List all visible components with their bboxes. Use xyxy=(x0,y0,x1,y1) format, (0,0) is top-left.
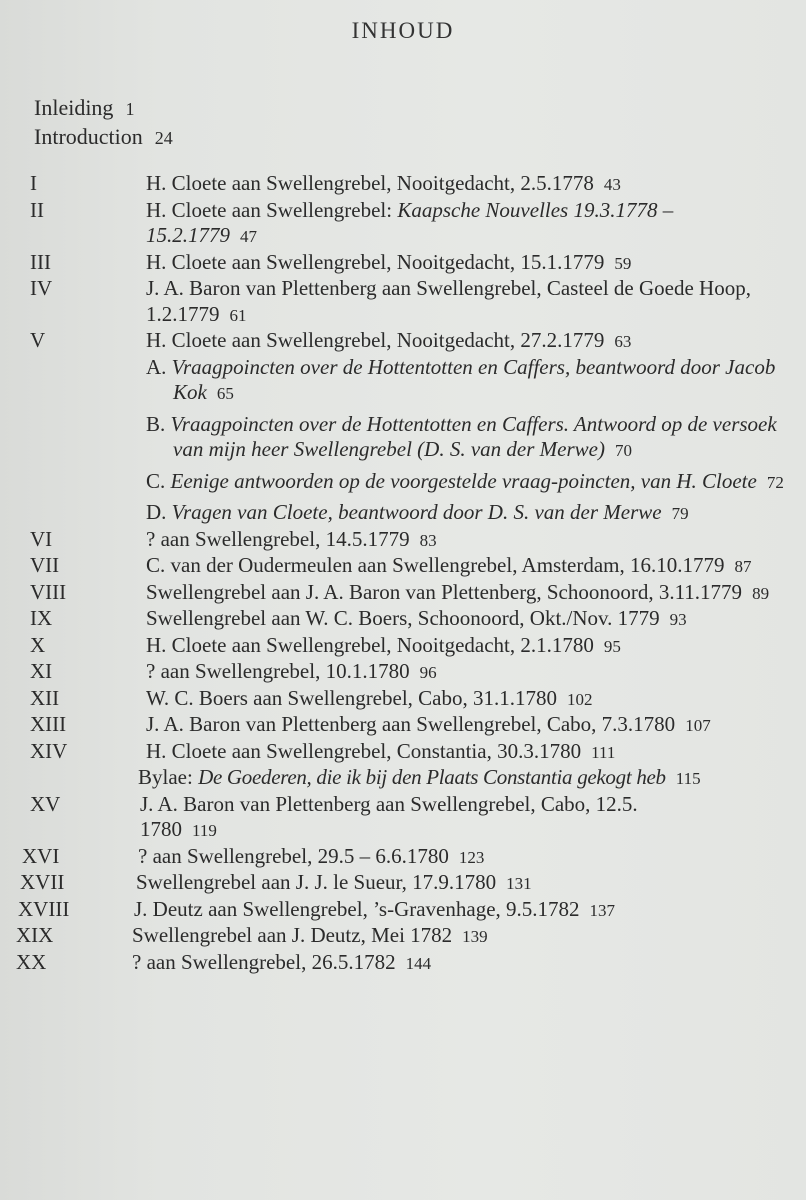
entry-number: II xyxy=(30,197,44,222)
entry-number: IX xyxy=(30,606,53,630)
entry-text: ? aan Swellengrebel, 26.5.1782 xyxy=(132,949,396,974)
entry-text: W. C. Boers aan Swellengrebel, Cabo, 31.1.1780 xyxy=(146,685,557,710)
entry-text: H. Cloete aan Swellengrebel, Nooitgedacht, 27.2.1779 xyxy=(146,328,605,352)
toc-subentry xyxy=(0,469,806,496)
entry-text: H. Cloete aan Swellengrebel, Constantia, 30.3.1780 xyxy=(146,738,582,763)
entry-text: ? aan Swellengrebel, 29.5 – 6.6.1780 xyxy=(138,843,449,868)
page-number: 93 xyxy=(669,610,687,629)
entry-number: I xyxy=(30,171,37,195)
page-number: 107 xyxy=(685,716,711,735)
bylae-label: Bylae: xyxy=(138,765,199,789)
entry-text: H. Cloete aan Swellengrebel, Nooitgedacht, 2.5.1778 xyxy=(146,171,594,195)
page-number: 102 xyxy=(567,689,593,709)
entry-text: ? aan Swellengrebel, 14.5.1779 xyxy=(146,526,410,551)
entry-number: XV xyxy=(30,791,61,816)
toc-entry xyxy=(0,897,806,924)
entry-text: C. van der Oudermeulen aan Swellengrebel, Amsterdam, 16.10.1779 xyxy=(146,553,725,577)
toc-subentry xyxy=(0,355,806,407)
entry-number: VI xyxy=(30,526,53,551)
page-number: 87 xyxy=(734,557,752,576)
page-number: 1 xyxy=(125,99,135,119)
entry-number: XVII xyxy=(20,870,65,894)
entry-number: XX xyxy=(16,949,47,974)
toc-entry xyxy=(0,171,806,198)
subentry-title: Eenige antwoorden op de voorgestelde vraag-poincten, van H. Cloete xyxy=(170,468,757,493)
page-number: 47 xyxy=(240,227,257,246)
entry-text: Swellengrebel aan J. A. Baron van Plettenberg, Schoonoord, 3.11.1779 xyxy=(146,579,743,604)
entry-number: XI xyxy=(30,659,53,683)
page-number: 59 xyxy=(614,253,632,273)
toc-entry xyxy=(0,739,806,766)
entry-number: III xyxy=(30,249,51,274)
page-number: 79 xyxy=(671,504,689,523)
entry-number: XIV xyxy=(30,738,68,763)
page-number: 95 xyxy=(603,636,621,656)
entry-number: XVIII xyxy=(18,896,70,921)
toc-bylae xyxy=(0,765,806,792)
entry-number: V xyxy=(30,328,46,352)
entry-italic-title: Kaapsche Nouvelles 19.3.1778 – 15.2.1779 xyxy=(146,197,674,247)
entry-number: XVI xyxy=(22,843,60,868)
toc-entry xyxy=(0,527,806,554)
intro-label: Inleiding xyxy=(34,95,114,120)
toc-entry xyxy=(0,606,806,633)
toc-entry xyxy=(0,792,806,844)
page-number: 72 xyxy=(766,472,784,492)
intro-item xyxy=(34,94,173,123)
intro-item xyxy=(34,123,173,152)
toc-entry xyxy=(0,950,806,977)
bylae-title: De Goederen, die ik bij den Plaats Constantia gekogt heb xyxy=(198,765,666,789)
page-title: INHOUD xyxy=(351,18,455,43)
toc-entry xyxy=(0,553,806,580)
entry-text: H. Cloete aan Swellengrebel, Nooitgedacht, 15.1.1779 xyxy=(146,249,605,274)
entry-number: X xyxy=(30,632,46,657)
toc-entry xyxy=(0,923,806,950)
subentry-letter: D. xyxy=(146,500,167,524)
entry-text: H. Cloete aan Swellengrebel: xyxy=(146,197,398,222)
page-number: 63 xyxy=(614,332,632,351)
table-of-contents xyxy=(0,171,806,976)
intro-label: Introduction xyxy=(34,124,143,149)
subentry-title: Vraagpoincten over de Hottentotten en Caffers, beantwoord door Jacob Kok xyxy=(171,354,776,404)
subentry-letter: A. xyxy=(146,354,167,379)
entry-text: Swellengrebel aan W. C. Boers, Schoonoord, Okt./Nov. 1779 xyxy=(146,606,660,630)
toc-entry xyxy=(0,686,806,713)
entry-text: J. A. Baron van Plettenberg aan Swellengrebel, Cabo, 7.3.1780 xyxy=(146,712,676,736)
subentry-title: Vraagpoincten over de Hottentotten en Caffers. Antwoord op de versoek van mijn heer Swellengrebel (D. S. van der Merwe) xyxy=(170,411,777,461)
toc-subentry xyxy=(0,500,806,527)
entry-text: J. A. Baron van Plettenberg aan Swellengrebel, Casteel de Goede Hoop, 1.2.1779 xyxy=(146,276,751,326)
page-number: 65 xyxy=(216,384,234,403)
entry-text: Swellengrebel aan J. Deutz, Mei 1782 xyxy=(132,923,453,947)
entry-number: XIX xyxy=(16,923,54,947)
toc-entry xyxy=(0,276,806,328)
toc-entry xyxy=(0,712,806,739)
page-number: 139 xyxy=(462,927,488,946)
entry-number: XII xyxy=(30,685,60,710)
page-number: 144 xyxy=(405,953,432,973)
page-number: 61 xyxy=(229,305,247,325)
page-number: 83 xyxy=(419,530,437,550)
toc-entry xyxy=(0,198,806,250)
page-number: 119 xyxy=(192,821,217,840)
page-number: 70 xyxy=(614,441,632,460)
toc-entry xyxy=(0,844,806,871)
subentry-letter: B. xyxy=(146,411,166,436)
page-number: 111 xyxy=(591,742,616,762)
toc-entry xyxy=(0,870,806,897)
page-number: 96 xyxy=(419,663,437,682)
page-number: 89 xyxy=(752,583,770,603)
subentry-letter: C. xyxy=(146,468,166,493)
subentry-title: Vragen van Cloete xyxy=(171,500,328,524)
page-number: 123 xyxy=(458,847,485,867)
entry-text: ? aan Swellengrebel, 10.1.1780 xyxy=(146,659,410,683)
toc-entry xyxy=(0,580,806,607)
toc-entry xyxy=(0,633,806,660)
entry-text: J. A. Baron van Plettenberg aan Swellengrebel, Cabo, 12.5. 1780 xyxy=(140,791,638,841)
toc-entry xyxy=(0,328,806,355)
entry-number: IV xyxy=(30,276,53,300)
entry-text: J. Deutz aan Swellengrebel, ’s-Gravenhage, 9.5.1782 xyxy=(134,896,580,921)
page-number: 24 xyxy=(154,128,173,148)
entry-text: H. Cloete aan Swellengrebel, Nooitgedacht, 2.1.1780 xyxy=(146,632,594,657)
entry-number: VIII xyxy=(30,579,67,604)
entry-text: Swellengrebel aan J. J. le Sueur, 17.9.1780 xyxy=(136,870,497,894)
page-number: 131 xyxy=(506,874,532,893)
toc-subentry xyxy=(0,412,806,464)
page-number: 43 xyxy=(603,175,621,194)
toc-entry xyxy=(0,659,806,686)
intro-list xyxy=(34,94,173,152)
subentry-title-rest: , beantwoord door D. S. van der Merwe xyxy=(327,500,662,524)
entry-number: VII xyxy=(30,553,60,577)
toc-entry xyxy=(0,250,806,277)
page-number: 115 xyxy=(675,769,701,788)
entry-number: XIII xyxy=(30,712,67,736)
page-number: 137 xyxy=(589,900,616,920)
